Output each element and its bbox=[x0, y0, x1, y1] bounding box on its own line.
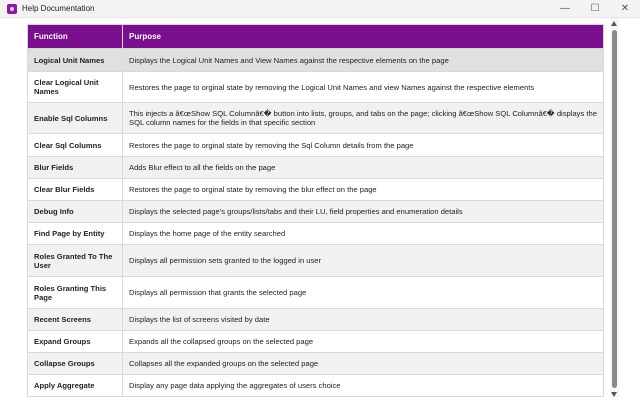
close-button[interactable]: ✕ bbox=[620, 3, 630, 14]
function-cell: Clear Blur Fields bbox=[28, 179, 123, 201]
table-row bbox=[28, 353, 604, 375]
window-title: Help Documentation bbox=[22, 4, 95, 13]
function-cell: Clear Logical Unit Names bbox=[28, 72, 123, 103]
purpose-cell: Displays all permission sets granted to the logged in user bbox=[123, 245, 604, 277]
app-icon bbox=[7, 4, 17, 14]
purpose-cell: Restores the page to orginal state by removing the blur effect on the page bbox=[123, 179, 604, 201]
table-row bbox=[28, 134, 604, 157]
title-bar bbox=[0, 0, 640, 18]
scroll-thumb[interactable] bbox=[612, 30, 617, 388]
function-cell: Blur Fields bbox=[28, 157, 123, 179]
function-cell: Expand Groups bbox=[28, 331, 123, 353]
table-row bbox=[28, 72, 604, 103]
table-row bbox=[28, 245, 604, 277]
purpose-cell: Displays the list of screens visited by date bbox=[123, 309, 604, 331]
purpose-cell: Expands all the collapsed groups on the selected page bbox=[123, 331, 604, 353]
table-row bbox=[28, 103, 604, 134]
purpose-cell: This injects a â€œShow SQL Columnâ€� button into lists, groups, and tabs on the page; clicking â€œShow SQL Columnâ€� displays the SQL column names for the fields in that specific section bbox=[123, 103, 604, 134]
header-function: Function bbox=[28, 25, 123, 49]
table-row bbox=[28, 49, 604, 72]
table-row bbox=[28, 309, 604, 331]
function-cell: Enable Sql Columns bbox=[28, 103, 123, 134]
scroll-up-arrow-icon[interactable] bbox=[611, 21, 617, 26]
purpose-cell: Displays the Logical Unit Names and View Names against the respective elements on the page bbox=[123, 49, 604, 72]
function-cell: Debug Info bbox=[28, 201, 123, 223]
vertical-scrollbar[interactable] bbox=[610, 18, 619, 400]
function-cell: Recent Screens bbox=[28, 309, 123, 331]
purpose-cell: Collapses all the expanded groups on the selected page bbox=[123, 353, 604, 375]
maximize-button[interactable]: ☐ bbox=[590, 3, 600, 14]
function-cell: Roles Granted To The User bbox=[28, 245, 123, 277]
function-cell: Roles Granting This Page bbox=[28, 277, 123, 309]
table-row bbox=[28, 201, 604, 223]
purpose-cell: Displays all permission that grants the selected page bbox=[123, 277, 604, 309]
table-row bbox=[28, 331, 604, 353]
function-cell: Apply Aggregate bbox=[28, 375, 123, 397]
function-cell: Clear Sql Columns bbox=[28, 134, 123, 157]
table-row bbox=[28, 179, 604, 201]
purpose-cell: Displays the home page of the entity searched bbox=[123, 223, 604, 245]
minimize-button[interactable]: — bbox=[560, 3, 570, 14]
function-cell: Collapse Groups bbox=[28, 353, 123, 375]
header-purpose: Purpose bbox=[123, 25, 604, 49]
purpose-cell: Displays the selected page's groups/lists/tabs and their LU, field properties and enumeration details bbox=[123, 201, 604, 223]
table-row bbox=[28, 223, 604, 245]
function-cell: Find Page by Entity bbox=[28, 223, 123, 245]
table-row bbox=[28, 277, 604, 309]
purpose-cell: Display any page data applying the aggregates of users choice bbox=[123, 375, 604, 397]
scroll-down-arrow-icon[interactable] bbox=[611, 392, 617, 397]
purpose-cell: Adds Blur effect to all the fields on the page bbox=[123, 157, 604, 179]
table-row bbox=[28, 157, 604, 179]
documentation-content bbox=[0, 18, 610, 400]
window-controls bbox=[550, 0, 640, 17]
table-row bbox=[28, 375, 604, 397]
table-header-row bbox=[28, 25, 604, 49]
purpose-cell: Restores the page to orginal state by removing the Logical Unit Names and view Names against the respective elements bbox=[123, 72, 604, 103]
function-cell: Logical Unit Names bbox=[28, 49, 123, 72]
purpose-cell: Restores the page to orginal state by removing the Sql Column details from the page bbox=[123, 134, 604, 157]
help-table bbox=[27, 24, 604, 397]
